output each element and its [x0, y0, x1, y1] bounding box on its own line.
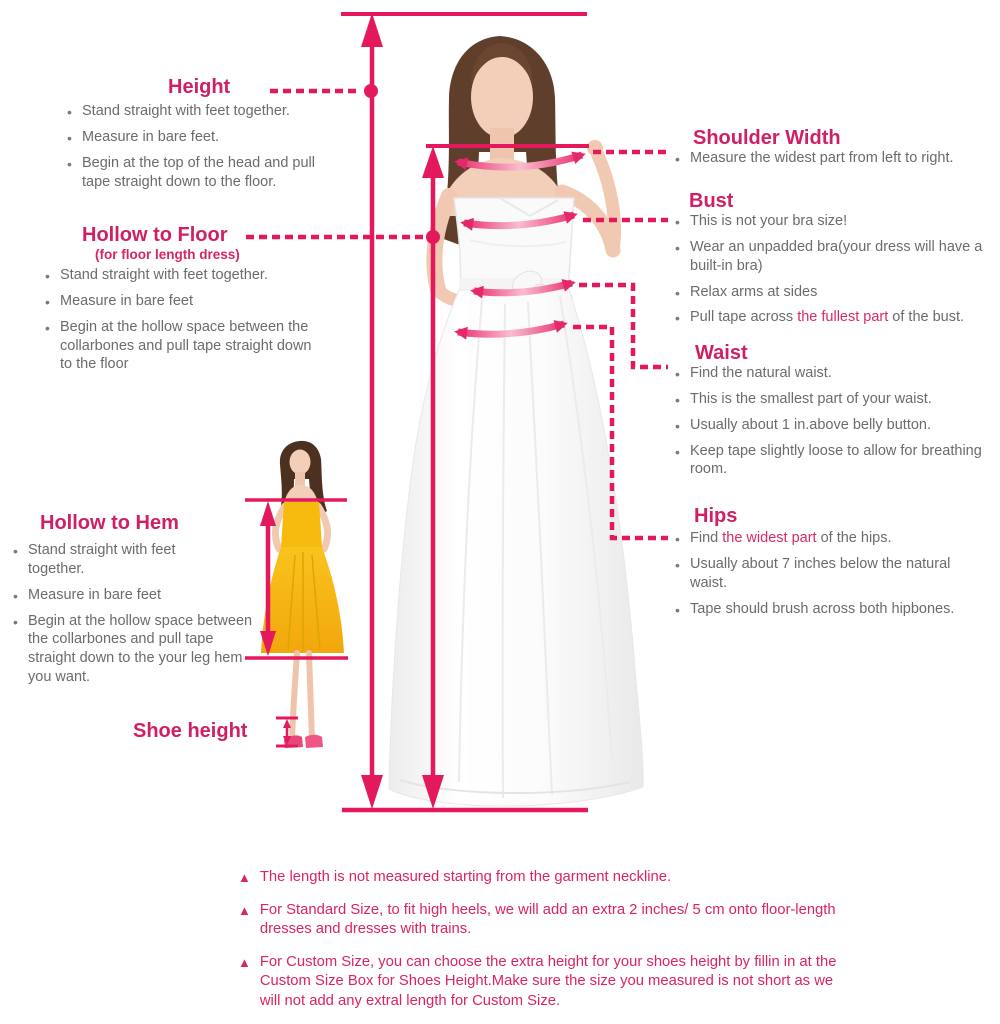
list-item: • Begin at the hollow space between the collarbones and pull tape straight down to the floor [44, 318, 320, 375]
list-item: • Usually about 1 in.above belly button. [674, 416, 984, 435]
list-item: • Keep tape slightly loose to allow for breathing room. [674, 442, 984, 480]
list-item: • This is not your bra size! [674, 212, 990, 231]
hips-instructions [674, 529, 990, 625]
list-item: • Measure the widest part from left to right. [674, 149, 990, 168]
hollow-to-floor-title: Hollow to Floor [82, 224, 228, 246]
note-row [238, 868, 850, 888]
shoulder-width-instructions [674, 149, 990, 175]
list-item: • Wear an unpadded bra(your dress will have a built-in bra) [674, 238, 990, 276]
waist-instructions [674, 364, 984, 486]
note-row [238, 901, 850, 940]
warning-triangle-icon: ▲ [238, 954, 251, 970]
note-text: For Standard Size, to fit high heels, we will add an extra 2 inches/ 5 cm onto floor-length dresses and dresses with trains. [259, 901, 836, 938]
text-segment: Find [690, 530, 723, 546]
bust-instructions [674, 212, 990, 334]
shoe-height-title: Shoe height [133, 720, 248, 742]
list-item: • Measure in bare feet [12, 586, 264, 605]
note-row [238, 953, 850, 1012]
shoulder-width-title: Shoulder Width [693, 127, 841, 149]
list-item: • This is the smallest part of your waist. [674, 390, 984, 409]
highlighted-text: the widest part [722, 530, 817, 546]
list-item: • Stand straight with feet together. [66, 102, 316, 121]
small-model-illustration [261, 441, 344, 748]
note-text: For Custom Size, you can choose the extra height for your shoes height by fillin in at the Custom Size Box for Shoes Height.Make sure the size you measured is not short as we will not add any extral length for Custom Size. [259, 953, 837, 1009]
list-item: • Usually about 7 inches below the natural waist. [674, 555, 990, 593]
text-segment: of the hips. [816, 530, 892, 546]
hollow-to-floor-instructions [44, 266, 320, 381]
list-item [674, 529, 990, 548]
list-item: • Measure in bare feet [44, 292, 320, 311]
list-item: • Relax arms at sides [674, 283, 990, 302]
hollow-to-hem-title: Hollow to Hem [40, 512, 179, 534]
footnotes [238, 868, 850, 1024]
hollow-to-hem-instructions [12, 541, 264, 694]
measuring-band-shoulder [458, 152, 668, 167]
text-segment: of the bust. [888, 309, 965, 326]
list-item: • Stand straight with feet together. [12, 541, 204, 579]
hips-title: Hips [694, 505, 738, 527]
text-segment: Pull tape across [690, 309, 798, 326]
warning-triangle-icon: ▲ [238, 902, 251, 918]
note-text: The length is not measured starting from the garment neckline. [259, 869, 672, 885]
height-instructions [66, 102, 316, 198]
waist-title: Waist [695, 342, 748, 364]
list-item: • Stand straight with feet together. [44, 266, 320, 285]
hollow-to-floor-subtitle: (for floor length dress) [95, 247, 240, 262]
main-model-illustration [389, 36, 643, 806]
list-item: • Begin at the hollow space between the collarbones and pull tape straight down to the your leg hem you want. [12, 612, 264, 687]
list-item: • Begin at the top of the head and pull tape straight down to the floor. [66, 154, 316, 192]
warning-triangle-icon: ▲ [238, 870, 251, 885]
list-item [674, 308, 990, 327]
height-title: Height [168, 76, 231, 98]
list-item: • Measure in bare feet. [66, 128, 316, 147]
list-item: • Find the natural waist. [674, 364, 984, 383]
list-item: • Tape should brush across both hipbones. [674, 600, 990, 619]
bust-title: Bust [689, 190, 734, 212]
highlighted-text: the fullest part [797, 309, 889, 326]
